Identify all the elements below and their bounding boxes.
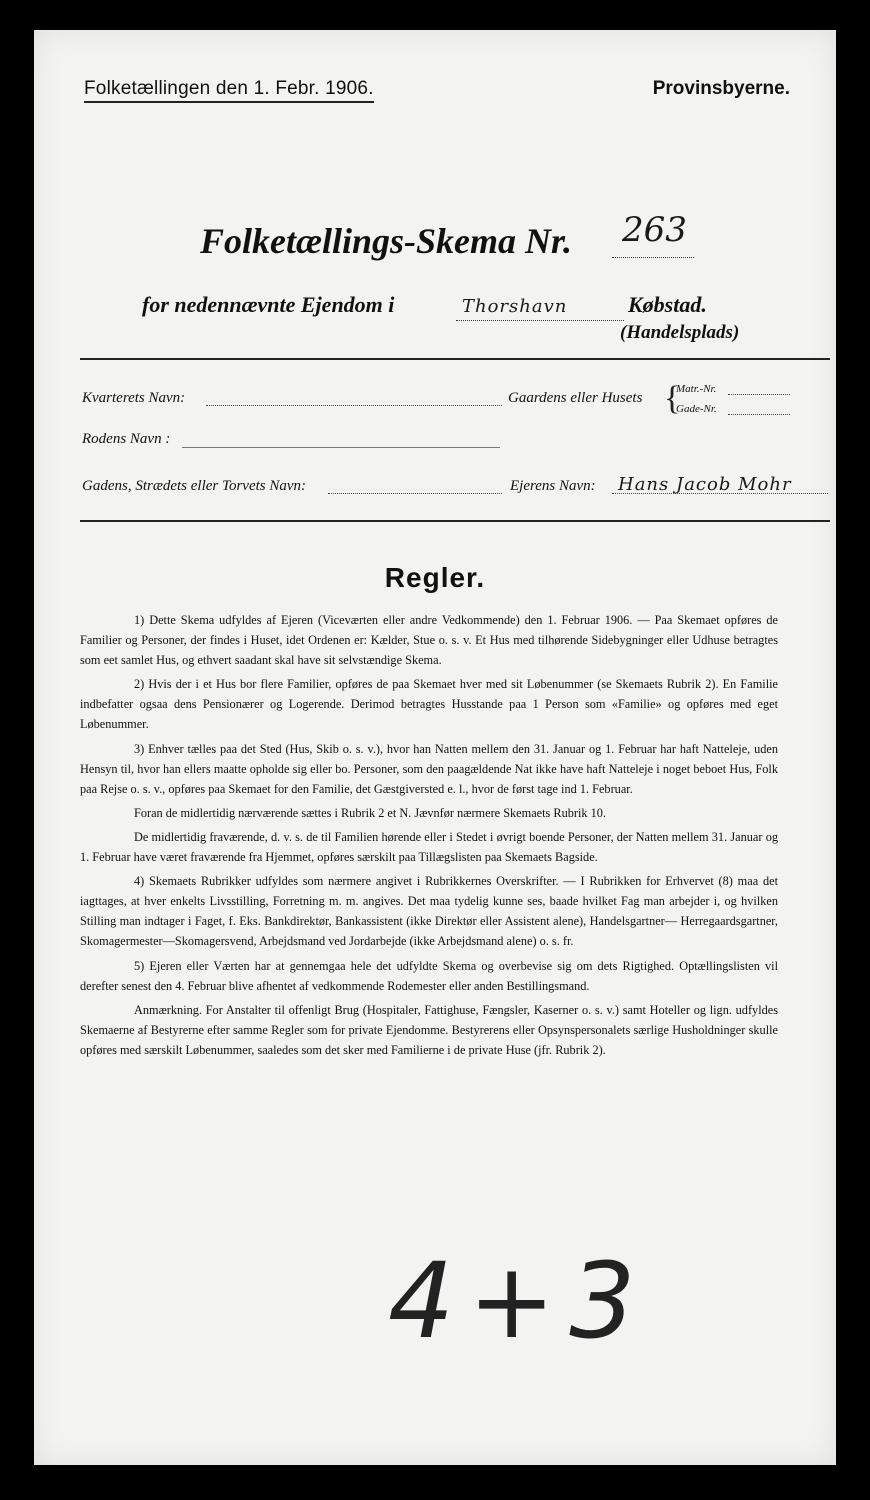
top-divider [80,358,830,360]
rule-paragraph-2: 2) Hvis der i et Hus bor flere Familier, opføres de paa Skemaet hver med sit Løbenummer (se Skemaets Rubrik 2). En Familie indbefatter ogsaa dens Pensionærer og Logerende. Derimod betragtes Husstande paa 1 Person som «Familie» og opføres med eget Løbenummer. [80,677,778,732]
gade-navn-field[interactable] [328,493,502,494]
brace-icon: { [664,380,681,417]
form-title: Folketællings-Skema Nr. [200,221,573,261]
gade-nr-label: Gade-Nr. [676,403,717,415]
rule-paragraph-3: 3) Enhver tælles paa det Sted (Hus, Skib o. s. v.), hvor han Natten mellem den 31. Januar og 1. Februar har haft Natteleje, uden Hensyn til, hvor han ellers maatte opholde sig eller bo. Personer, som den paagældende Nat ikke have haft Natteleje i noget beboet Hus, Folk paa Rejse o. s. v., opføres paa Skemaet for den Familie, det Gæstgiversted e. l., hvor de først tage ind 1. Februar. [80,741,778,796]
owner-name-handwritten: Hans Jacob Mohr [618,474,792,495]
rule-paragraph-5: 5) Ejeren eller Værten har at gennemgaa hele det udfyldte Skema og overbevise sig om dets Rigtighed. Optællingslisten vil derefter senest den 4. Februar blive afhentet af vedkommende Rodemester eller anden Bestillingsmand. [80,958,778,993]
gaard-label: Gaardens eller Husets [508,390,643,406]
rode-label: Rodens Navn : [82,431,171,447]
schema-number-handwritten: 263 [622,210,687,250]
subtitle-handelsplads: (Handelsplads) [620,322,740,343]
rule-paragraph-1: 1) Dette Skema udfyldes af Ejeren (Viceværten eller andre Vedkommende) den 1. Februar 1906. — Paa Skemaet opføres de Familier og Personer, der findes i Huset, idet Ordenen er: Kælder, Stue o. s. v. Et Hus med tilhørende Sidebygninger eller Udhuse betragtes som eet samlet Hus, og ethvert saadant skal have sit selvstændige Skema. [80,613,778,668]
town-line [456,320,624,321]
rule-paragraph-4: 4) Skemaets Rubrikker udfyldes som nærmere angivet i Rubrikkernes Overskrifter. — I Rubrikken for Erhvervet (8) maa det iagttages, at hver enkelts Livsstilling, Forretning m. m. angives. Det maa tydelig kunne ses, baade hvilket Fag man arbejder i, og hvilken Stilling man indtager i Faget, f. Eks. Bankdirektør, Bankassistent (ikke Direktør eller Assistent alene), Handelsgartner— Herregaardsgartner, Skomagermester—Skomagersvend, Arbejdsmand ved Jordarbejde (ikke Arbejdsmand alene) o. s. fr. [80,874,778,949]
subtitle-kobstad: Købstad. [628,292,707,317]
gade-navn-label: Gadens, Strædets eller Torvets Navn: [82,478,307,494]
subtitle-prefix: for nedennævnte Ejendom i [142,292,395,317]
region-header: Provinsbyerne. [652,78,790,99]
census-form-page [34,30,836,1465]
ejer-label: Ejerens Navn: [510,478,596,494]
rule-paragraph-3b: De midlertidig fraværende, d. v. s. de til Familien hørende eller i Stedet i øvrigt boende Personer, der Natten mellem 31. Januar og 1. Februar have været fraværende fra Hjemmet, opføres særskilt paa Tillægslisten paa Skemaets Bagside. [80,829,778,865]
rule-paragraph-3a: Foran de midlertidig nærværende sættes i Rubrik 2 et N. Jævnfør nærmere Skemaets Rubrik 10. [134,805,607,820]
bottom-divider [80,520,830,522]
town-handwritten: Thorshavn [462,296,568,317]
matr-label: Matr.-Nr. [676,383,717,395]
schema-number-line [612,257,694,258]
rode-field[interactable] [182,447,500,448]
kvarter-label: Kvarterets Navn: [82,390,186,406]
census-date-header: Folketællingen den 1. Febr. 1906. [84,78,374,103]
kvarter-field[interactable] [206,405,502,406]
ejer-field[interactable] [612,493,828,494]
rules-body [80,610,778,1064]
gade-nr-field[interactable] [728,414,790,415]
handwritten-count: 4+3 [388,1240,650,1362]
rules-heading: Regler. [384,562,486,593]
rule-note: Anmærkning. For Anstalter til offenligt Brug (Hospitaler, Fattighuse, Fængsler, Kaserner o. s. v.) samt Hoteller og lign. udfyldes Skemaerne af Bestyrerne efter samme Regler som for private Ejendomme. Bestyrerens eller Opsynspersonalets særlige Husholdninger skulle opføres med særskilt Løbenummer, saaledes som det sker med Familierne i de private Huse (jfr. Rubrik 2). [80,1002,778,1057]
matr-field[interactable] [728,394,790,395]
